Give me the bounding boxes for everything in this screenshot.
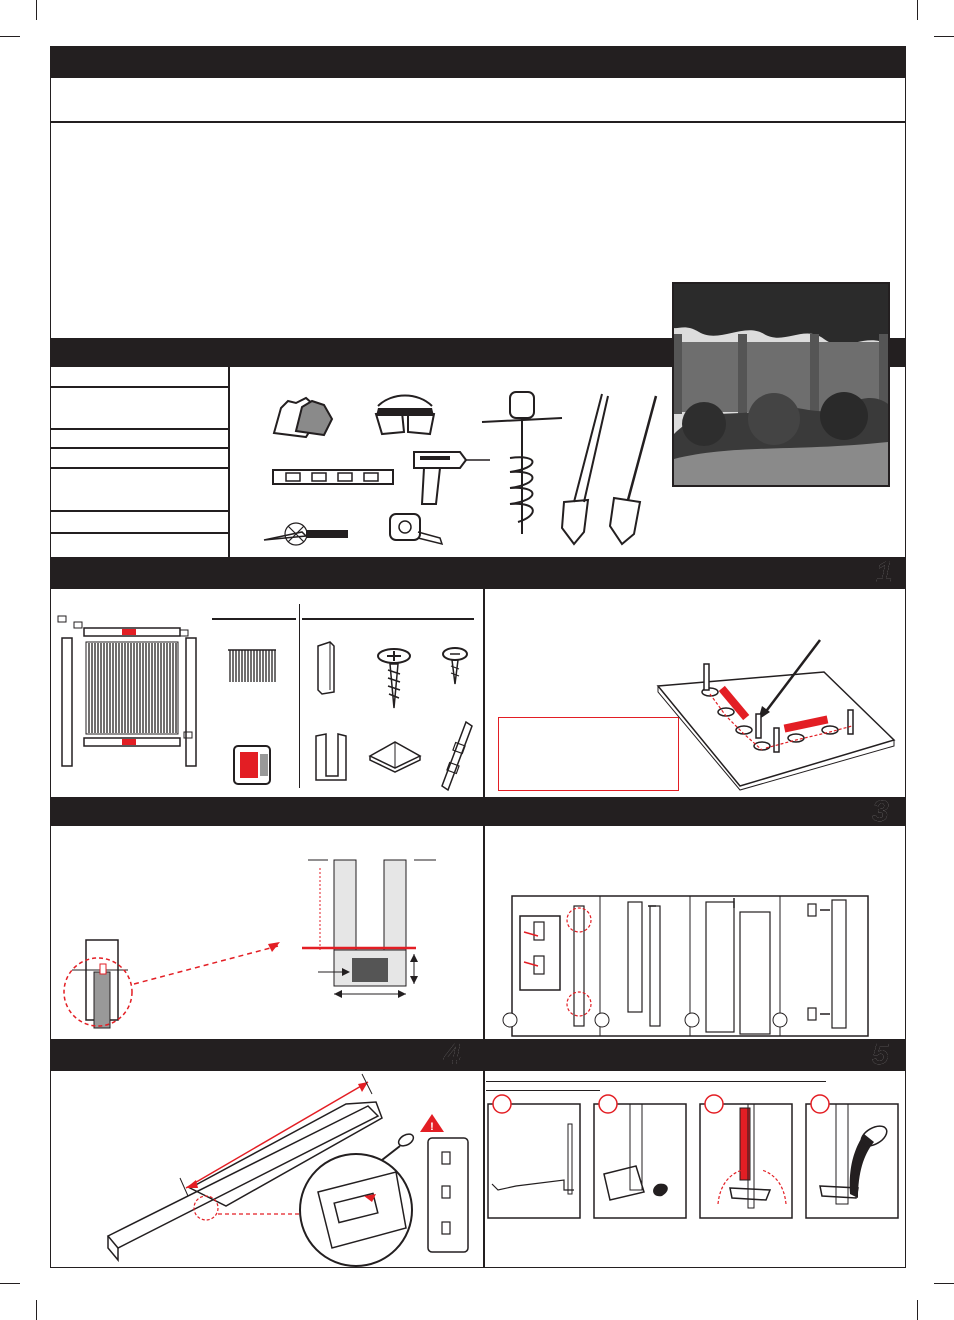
post-in-ground-diagram [62, 854, 442, 1034]
step-5-rule [486, 1081, 826, 1082]
intro-divider [50, 121, 906, 123]
tools-row-line [50, 386, 228, 388]
crop-mark [36, 0, 37, 20]
crop-mark [934, 1283, 954, 1284]
gloves-icon [266, 393, 336, 443]
label-icon [232, 744, 272, 786]
rail-assembly-diagram [106, 1068, 478, 1264]
step-1-label: 1 [876, 556, 893, 589]
crop-mark [0, 36, 20, 37]
step-5-number [872, 1040, 889, 1070]
bracket-icon [314, 640, 338, 696]
rail-insert-icon [440, 720, 474, 792]
crop-mark [36, 1300, 37, 1320]
step-4-bar [50, 1039, 483, 1071]
post-cap-icon [368, 740, 422, 772]
fence-photo [672, 282, 890, 487]
screw-small-icon [440, 646, 470, 686]
level-icon [272, 468, 394, 486]
tools-row-line [50, 467, 228, 469]
step-3-divider [483, 826, 485, 1039]
step-4-label: 4 [444, 1038, 461, 1071]
crop-mark [0, 1283, 20, 1284]
tape-measure-icon [388, 510, 446, 546]
crop-mark [917, 1300, 918, 1320]
step-3-label: 3 [872, 795, 889, 828]
hardware-header-line [212, 618, 296, 620]
step-1-bar [50, 557, 906, 589]
u-bracket-icon [312, 732, 350, 784]
tools-row-line [50, 428, 228, 430]
step-3-number [872, 797, 889, 827]
warning-box [498, 717, 679, 791]
step-5-bar [483, 1039, 906, 1071]
crop-mark [934, 36, 954, 37]
step-5-panels [486, 1094, 900, 1220]
tools-row-line [50, 510, 228, 512]
svg-text:!: ! [430, 1121, 434, 1133]
post-layout-diagram [654, 636, 898, 786]
hardware-header-line [302, 618, 474, 620]
safety-goggles-icon [372, 390, 438, 438]
title-bar [50, 46, 906, 78]
post-hole-digger-icon [556, 392, 610, 546]
step-1-divider [483, 589, 485, 797]
hardware-divider [299, 604, 300, 788]
knife-icon [262, 518, 352, 548]
screw-large-icon [375, 646, 413, 710]
auger-icon [480, 388, 564, 538]
tools-table-divider [228, 367, 230, 557]
panel-icon [228, 648, 276, 682]
bracket-assembly-diagram [498, 892, 874, 1038]
shovel-icon [604, 394, 660, 546]
step-5-label: 5 [872, 1038, 889, 1071]
step-5-subrule [486, 1090, 600, 1091]
step-4-number [444, 1040, 461, 1070]
step-3-bar [50, 797, 906, 826]
step-4-divider [483, 1071, 485, 1268]
step-1-number [876, 558, 893, 588]
fence-panel-kit-diagram [56, 616, 206, 772]
crop-mark [917, 0, 918, 20]
tools-row-line [50, 532, 228, 534]
tools-row-line [50, 447, 228, 449]
